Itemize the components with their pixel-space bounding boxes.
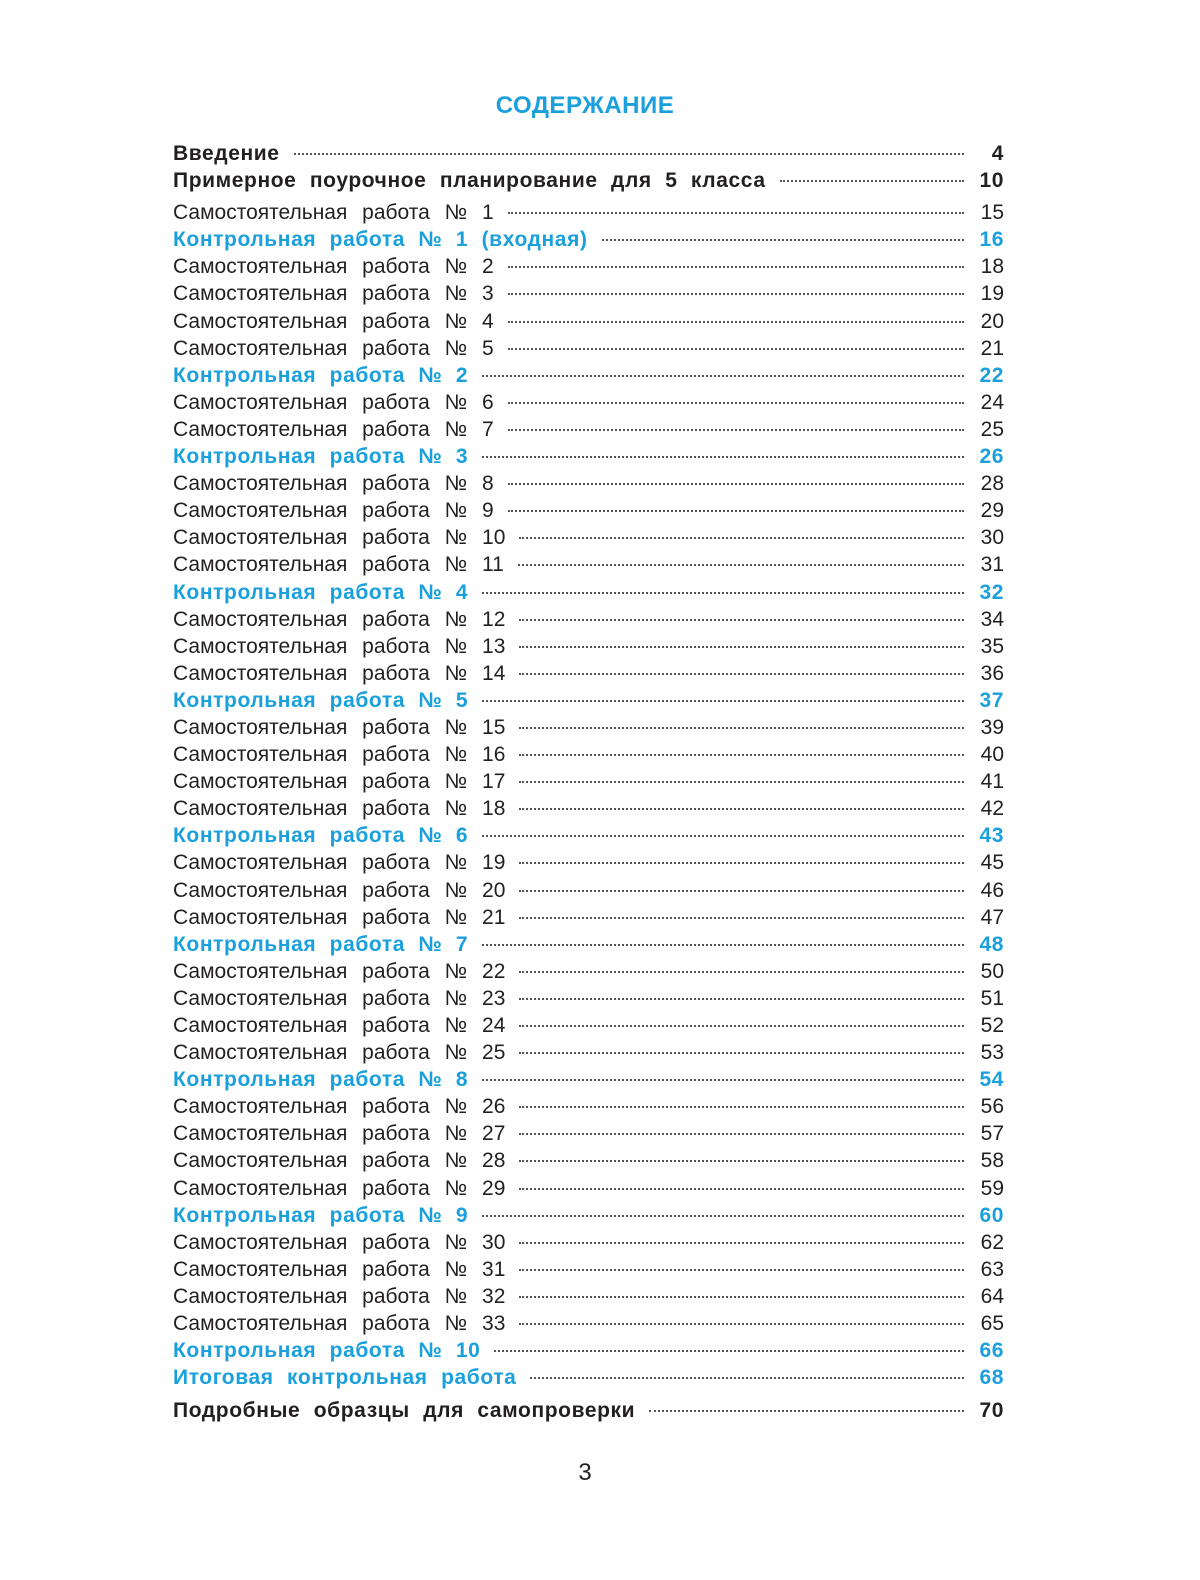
toc-entry-page: 59 (980, 1176, 1004, 1200)
toc-leader-dots (508, 483, 964, 485)
toc-entry-title: Контрольная работа № 7 (173, 932, 469, 956)
toc-entry-title: Самостоятельная работа № 26 (173, 1095, 506, 1119)
toc-entry-title: Самостоятельная работа № 6 (173, 390, 494, 414)
toc-entry (173, 1364, 1004, 1391)
toc-leader-dots (508, 321, 964, 323)
toc-leader-dots (519, 862, 964, 864)
toc-entry (173, 1093, 1004, 1120)
toc-entry-title: Самостоятельная работа № 11 (173, 553, 504, 577)
toc-leader-dots (519, 917, 964, 919)
toc-leader-dots (518, 564, 964, 566)
toc-entry (173, 524, 1004, 551)
toc-leader-dots (508, 266, 964, 268)
toc-leader-dots (508, 212, 964, 214)
toc-entry-title: Самостоятельная работа № 33 (173, 1312, 506, 1336)
toc-entry-title: Самостоятельная работа № 16 (173, 743, 506, 767)
toc-entry (173, 904, 1004, 931)
toc-entry (173, 741, 1004, 768)
page-number: 3 (578, 1459, 592, 1486)
toc-entry-title: Самостоятельная работа № 8 (173, 472, 494, 496)
toc-entry-page: 16 (979, 228, 1004, 252)
toc-entry (173, 931, 1004, 958)
toc-leader-dots (519, 1052, 964, 1054)
toc-entry-title: Самостоятельная работа № 1 (173, 201, 494, 225)
toc-entry-page: 53 (980, 1041, 1004, 1065)
toc-entry-title: Самостоятельная работа № 20 (173, 878, 506, 902)
toc-entry-title: Контрольная работа № 9 (173, 1203, 469, 1227)
toc-entry-page: 26 (979, 445, 1004, 469)
toc-entry (173, 167, 1004, 194)
toc-entry-title: Самостоятельная работа № 9 (173, 499, 494, 523)
toc-entry-title: Самостоятельная работа № 32 (173, 1284, 506, 1308)
toc-entry-page: 56 (980, 1095, 1004, 1119)
toc-entry-page: 10 (979, 169, 1004, 193)
toc-entry-title: Самостоятельная работа № 17 (173, 770, 506, 794)
toc-entry (173, 1310, 1004, 1337)
toc-entry-page: 37 (979, 688, 1004, 712)
toc-leader-dots (482, 944, 964, 946)
toc-entry (173, 280, 1004, 307)
toc-entry (173, 1202, 1004, 1229)
toc-leader-dots (519, 808, 964, 810)
toc-entry (173, 1229, 1004, 1256)
toc-leader-dots (519, 1296, 964, 1298)
toc-entry (173, 822, 1004, 849)
toc-entry-title: Контрольная работа № 6 (173, 824, 469, 848)
toc-leader-dots (519, 754, 964, 756)
toc-entry-page: 43 (979, 824, 1004, 848)
toc-leader-dots (519, 1242, 964, 1244)
toc-entry-title: Самостоятельная работа № 25 (173, 1041, 506, 1065)
toc-entry-page: 28 (980, 472, 1004, 496)
toc-entry (173, 714, 1004, 741)
toc-entry-title: Самостоятельная работа № 13 (173, 634, 506, 658)
toc-entry-page: 19 (980, 282, 1004, 306)
toc-entry-title: Самостоятельная работа № 19 (173, 851, 506, 875)
toc-entry-page: 30 (980, 526, 1004, 550)
toc-entry-page: 39 (980, 715, 1004, 739)
toc-entry (173, 226, 1004, 253)
toc-entry-title: Контрольная работа № 8 (173, 1068, 469, 1092)
toc-entry-page: 57 (980, 1122, 1004, 1146)
toc-leader-dots (519, 619, 964, 621)
toc-entry-page: 58 (980, 1149, 1004, 1173)
toc-entry-page: 54 (979, 1068, 1004, 1092)
toc-leader-dots (294, 153, 964, 155)
toc-leader-dots (530, 1377, 964, 1379)
toc-entry-title: Самостоятельная работа № 31 (173, 1257, 506, 1281)
toc-entry-page: 36 (980, 661, 1004, 685)
toc-leader-dots (519, 1188, 964, 1190)
toc-leader-dots (482, 375, 964, 377)
toc-entry (173, 1066, 1004, 1093)
table-of-contents (173, 140, 1004, 1424)
toc-entry-title: Примерное поурочное планирование для 5 класса (173, 169, 766, 193)
toc-entry-title: Самостоятельная работа № 24 (173, 1014, 506, 1037)
toc-entry (173, 606, 1004, 633)
toc-entry-title: Самостоятельная работа № 5 (173, 336, 494, 360)
toc-entry-page: 65 (980, 1312, 1004, 1336)
toc-entry (173, 1256, 1004, 1283)
toc-leader-dots (519, 1025, 964, 1027)
toc-entry-title: Самостоятельная работа № 28 (173, 1149, 506, 1173)
toc-entry-page: 68 (979, 1366, 1004, 1390)
toc-entry-page: 41 (980, 770, 1004, 794)
toc-entry-title: Подробные образцы для самопроверки (173, 1399, 636, 1423)
toc-entry-title: Самостоятельная работа № 7 (173, 417, 494, 441)
toc-entry (173, 1283, 1004, 1310)
toc-leader-dots (519, 781, 964, 783)
toc-entry-page: 34 (980, 607, 1004, 631)
toc-entry-title: Введение (173, 142, 280, 165)
toc-entry-page: 64 (980, 1284, 1004, 1308)
toc-leader-dots (482, 592, 964, 594)
toc-entry (173, 1337, 1004, 1364)
toc-entry-page: 18 (980, 255, 1004, 279)
toc-leader-dots (519, 890, 964, 892)
toc-entry-page: 21 (980, 336, 1004, 360)
page-title: СОДЕРЖАНИЕ (495, 92, 675, 119)
toc-entry-page: 42 (980, 797, 1004, 821)
toc-entry (173, 579, 1004, 606)
toc-entry-title: Самостоятельная работа № 23 (173, 986, 506, 1010)
toc-entry (173, 140, 1004, 167)
toc-entry (173, 1012, 1004, 1039)
toc-entry-page: 48 (979, 932, 1004, 956)
toc-entry (173, 443, 1004, 470)
toc-entry (173, 849, 1004, 876)
toc-entry (173, 768, 1004, 795)
toc-leader-dots (508, 348, 964, 350)
toc-entry-title: Самостоятельная работа № 2 (173, 255, 494, 279)
toc-leader-dots (519, 727, 964, 729)
toc-entry-page: 70 (979, 1399, 1004, 1423)
toc-entry-page: 32 (979, 580, 1004, 604)
toc-entry (173, 633, 1004, 660)
toc-entry (173, 199, 1004, 226)
toc-entry-title: Контрольная работа № 2 (173, 363, 469, 387)
toc-leader-dots (519, 1323, 964, 1325)
toc-leader-dots (482, 1215, 964, 1217)
toc-entry-page: 52 (980, 1014, 1004, 1037)
toc-entry (173, 389, 1004, 416)
toc-leader-dots (508, 429, 964, 431)
toc-entry (173, 877, 1004, 904)
toc-entry-page: 51 (980, 986, 1004, 1010)
toc-entry-page: 31 (980, 553, 1004, 577)
toc-entry-page: 62 (980, 1230, 1004, 1254)
toc-entry-page: 40 (980, 743, 1004, 767)
toc-entry-title: Самостоятельная работа № 21 (173, 905, 506, 929)
toc-entry-title: Контрольная работа № 4 (173, 580, 469, 604)
toc-entry-page: 24 (980, 390, 1004, 414)
toc-entry (173, 470, 1004, 497)
toc-entry (173, 1147, 1004, 1174)
toc-leader-dots (508, 402, 964, 404)
toc-entry-page: 60 (979, 1203, 1004, 1227)
toc-entry-title: Контрольная работа № 3 (173, 445, 469, 469)
toc-entry-title: Самостоятельная работа № 10 (173, 526, 506, 550)
toc-entry-title: Самостоятельная работа № 27 (173, 1122, 506, 1146)
toc-entry-page: 20 (980, 309, 1004, 333)
toc-leader-dots (519, 1160, 964, 1162)
toc-entry-title: Контрольная работа № 5 (173, 688, 469, 712)
toc-leader-dots (519, 998, 964, 1000)
toc-entry (173, 253, 1004, 280)
toc-leader-dots (780, 180, 964, 182)
toc-entry (173, 985, 1004, 1012)
toc-entry (173, 687, 1004, 714)
toc-entry (173, 1175, 1004, 1202)
toc-entry (173, 362, 1004, 389)
toc-entry (173, 416, 1004, 443)
toc-entry (173, 958, 1004, 985)
toc-entry-page: 35 (980, 634, 1004, 658)
toc-leader-dots (494, 1350, 964, 1352)
toc-leader-dots (649, 1410, 964, 1412)
toc-entry-title: Самостоятельная работа № 12 (173, 607, 506, 631)
toc-entry-page: 66 (979, 1339, 1004, 1363)
toc-entry (173, 335, 1004, 362)
toc-entry-title: Самостоятельная работа № 29 (173, 1176, 506, 1200)
toc-entry-title: Самостоятельная работа № 15 (173, 715, 506, 739)
toc-entry-title: Контрольная работа № 10 (173, 1339, 481, 1363)
toc-entry (173, 660, 1004, 687)
toc-entry-title: Контрольная работа № 1 (входная) (173, 228, 588, 252)
toc-entry-page: 46 (980, 878, 1004, 902)
toc-entry-page: 22 (979, 363, 1004, 387)
toc-leader-dots (508, 510, 964, 512)
toc-entry (173, 795, 1004, 822)
toc-leader-dots (602, 239, 964, 241)
toc-entry-title: Самостоятельная работа № 18 (173, 797, 506, 821)
toc-leader-dots (519, 673, 964, 675)
toc-entry-title: Самостоятельная работа № 14 (173, 661, 506, 685)
toc-entry-page: 45 (980, 851, 1004, 875)
toc-leader-dots (519, 1269, 964, 1271)
toc-leader-dots (482, 456, 964, 458)
toc-leader-dots (519, 1133, 964, 1135)
toc-entry (173, 551, 1004, 578)
toc-leader-dots (482, 835, 964, 837)
toc-entry (173, 308, 1004, 335)
toc-entry-title: Итоговая контрольная работа (173, 1366, 517, 1390)
toc-entry-page: 15 (980, 201, 1004, 225)
toc-leader-dots (482, 700, 964, 702)
toc-leader-dots (508, 293, 964, 295)
toc-leader-dots (519, 1106, 964, 1108)
toc-entry (173, 1397, 1004, 1424)
toc-entry-page: 63 (980, 1257, 1004, 1281)
toc-leader-dots (519, 971, 964, 973)
toc-leader-dots (519, 537, 964, 539)
toc-leader-dots (519, 646, 964, 648)
toc-entry-page: 47 (980, 905, 1004, 929)
toc-entry-page: 4 (991, 142, 1004, 165)
toc-entry-page: 50 (980, 959, 1004, 983)
toc-entry-page: 29 (980, 499, 1004, 523)
toc-entry (173, 1120, 1004, 1147)
toc-entry-title: Самостоятельная работа № 4 (173, 309, 494, 333)
toc-entry (173, 497, 1004, 524)
toc-entry-title: Самостоятельная работа № 30 (173, 1230, 506, 1254)
toc-leader-dots (482, 1079, 964, 1081)
toc-entry-page: 25 (980, 417, 1004, 441)
toc-entry (173, 1039, 1004, 1066)
toc-entry-title: Самостоятельная работа № 22 (173, 959, 506, 983)
toc-entry-title: Самостоятельная работа № 3 (173, 282, 494, 306)
